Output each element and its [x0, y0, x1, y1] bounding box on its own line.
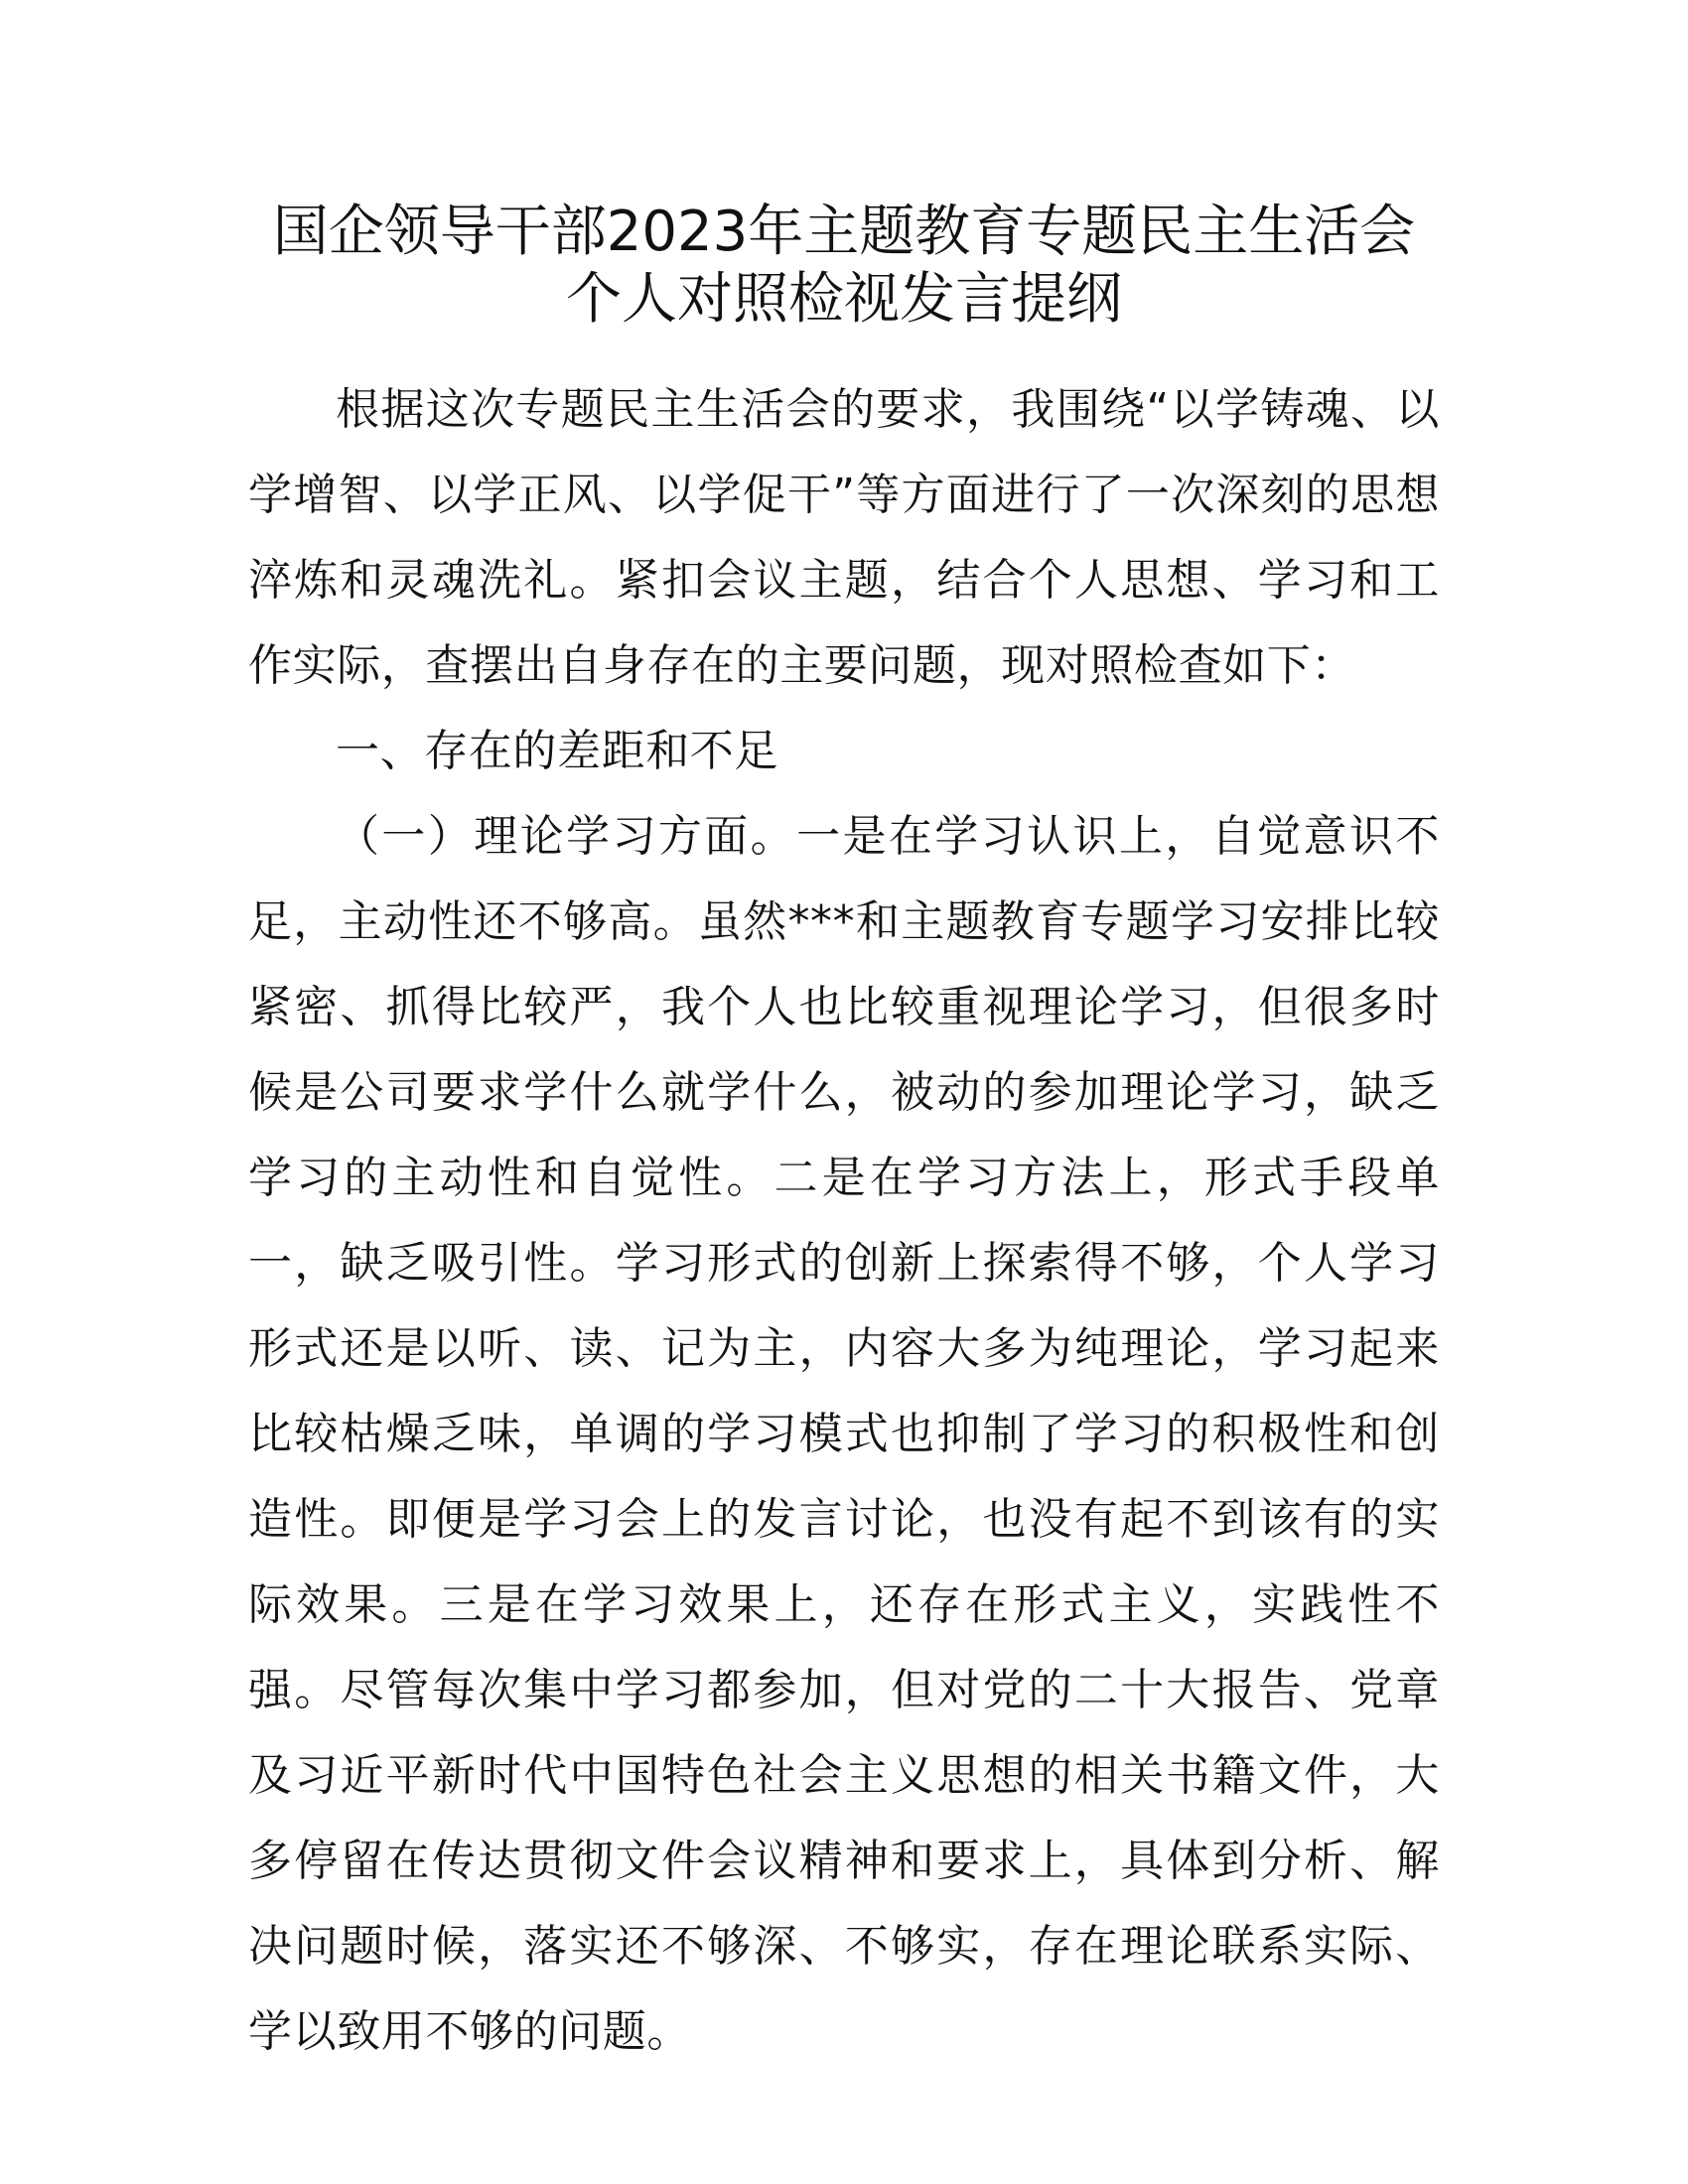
document-content	[248, 367, 1440, 2075]
document-title	[248, 199, 1440, 334]
theory-study-paragraph: （一）理论学习方面。一是在学习认识上，自觉意识不足，主动性还不够高。虽然***和主题教育专题学习安排比较紧密、抓得比较严，我个人也比较重视理论学习，但很多时候是公司要求学什么就学什么，被动的参加理论学习，缺乏学习的主动性和自觉性。二是在学习方法上，形式手段单一，缺乏吸引性。学习形式的创新上探索得不够，个人学习形式还是以听、读、记为主，内容大多为纯理论，学习起来比较枯燥乏味，单调的学习模式也抑制了学习的积极性和创造性。即便是学习会上的发言讨论，也没有起不到该有的实际效果。三是在学习效果上，还存在形式主义，实践性不强。尽管每次集中学习都参加，但对党的二十大报告、党章及习近平新时代中国特色社会主义思想的相关书籍文件，大多停留在传达贯彻文件会议精神和要求上，具体到分析、解决问题时候，落实还不够深、不够实，存在理论联系实际、学以致用不够的问题。	[248, 811, 1440, 2057]
section-heading: 一、存在的差距和不足	[336, 726, 778, 776]
title-line-1: 国企领导干部2023年主题教育专题民主生活会	[272, 200, 1416, 264]
title-line-2: 个人对照检视发言提纲	[566, 267, 1122, 332]
document-body	[248, 199, 1440, 2075]
intro-paragraph: 根据这次专题民主生活会的要求，我围绕“以学铸魂、以学增智、以学正风、以学促干”等方面进行了一次深刻的思想淬炼和灵魂洗礼。紧扣会议主题，结合个人思想、学习和工作实际，查摆出自身存在的主要问题，现对照检查如下：	[248, 384, 1440, 691]
